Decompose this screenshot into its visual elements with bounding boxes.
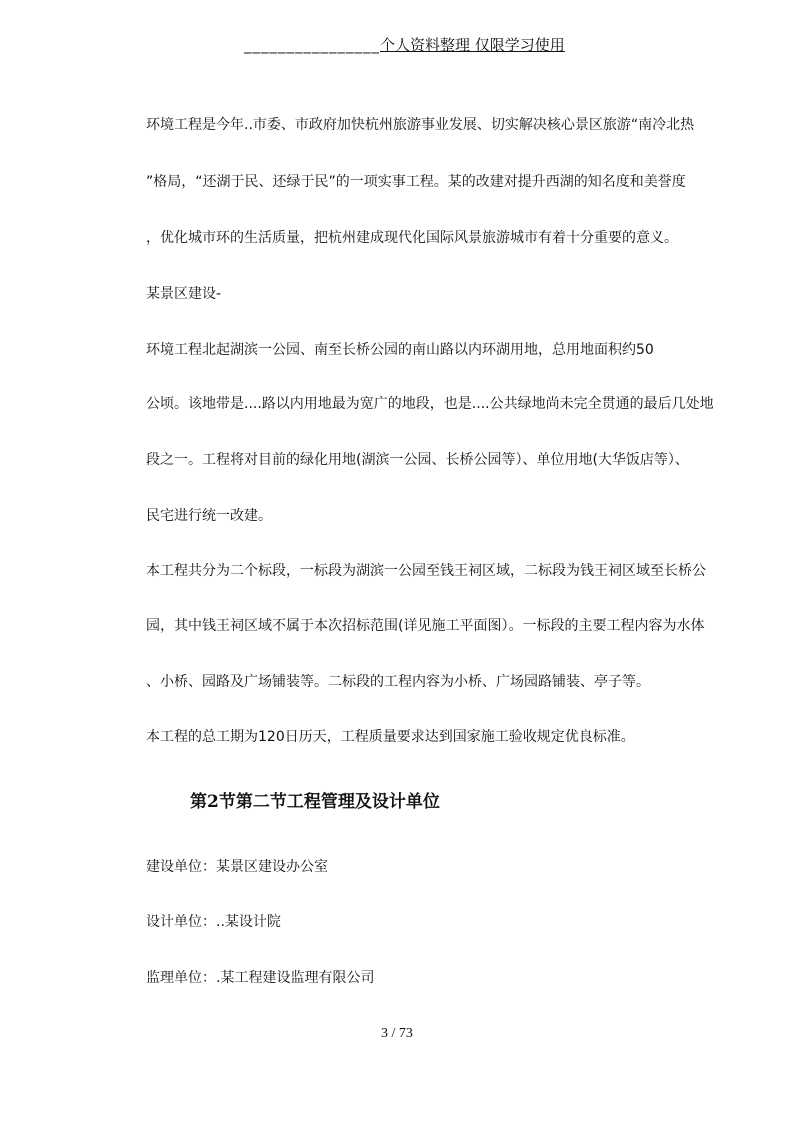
body-paragraph-line: 公顷。该地带是....路以内用地最为宽广的地段，也是....公共绿地尚未完全贯通的最后几处地 bbox=[146, 396, 714, 412]
header-rule: ________________ bbox=[244, 36, 380, 54]
construction-unit: 建设单位：某景区建设办公室 bbox=[146, 859, 328, 875]
body-paragraph-line: 、小桥、园路及广场铺装等。二标段的工程内容为小桥、广场园路铺装、亭子等。 bbox=[146, 674, 650, 690]
body-paragraph-line: 某景区建设- bbox=[146, 286, 222, 302]
page-number: 3 / 73 bbox=[381, 1026, 413, 1041]
body-paragraph-line: 本工程的总工期为120日历天，工程质量要求达到国家施工验收规定优良标准。 bbox=[146, 729, 635, 745]
header-text: 个人资料整理 仅限学习使用 bbox=[380, 36, 565, 54]
body-paragraph-line: 园，其中钱王祠区域不属于本次招标范围(详见施工平面图）。一标段的主要工程内容为水体 bbox=[146, 618, 705, 634]
section-heading: 第2节第二节工程管理及设计单位 bbox=[190, 792, 440, 812]
body-paragraph-line: 环境工程北起湖滨一公园、南至长桥公园的南山路以内环湖用地，总用地面积约50 bbox=[146, 342, 654, 358]
body-paragraph-line: 环境工程是今年..市委、市政府加快杭州旅游事业发展、切实解决核心景区旅游“南冷北热 bbox=[146, 117, 695, 133]
design-unit: 设计单位：..某设计院 bbox=[146, 914, 281, 930]
body-paragraph-line: 段之一。工程将对目前的绿化用地(湖滨一公园、长桥公园等）、单位用地(大华饭店等）、 bbox=[146, 452, 689, 468]
body-paragraph-line: ”格局，“还湖于民、还绿于民”的一项实事工程。某的改建对提升西湖的知名度和美誉度 bbox=[146, 174, 686, 190]
supervision-unit: 监理单位：.某工程建设监理有限公司 bbox=[146, 970, 375, 986]
body-paragraph-line: 民宅进行统一改建。 bbox=[146, 508, 272, 524]
page-header bbox=[244, 34, 624, 56]
body-paragraph-line: ，优化城市环的生活质量，把杭州建成现代化国际风景旅游城市有着十分重要的意义。 bbox=[146, 230, 678, 246]
body-paragraph-line: 本工程共分为二个标段，一标段为湖滨一公园至钱王祠区域，二标段为钱王祠区域至长桥公 bbox=[146, 563, 706, 579]
